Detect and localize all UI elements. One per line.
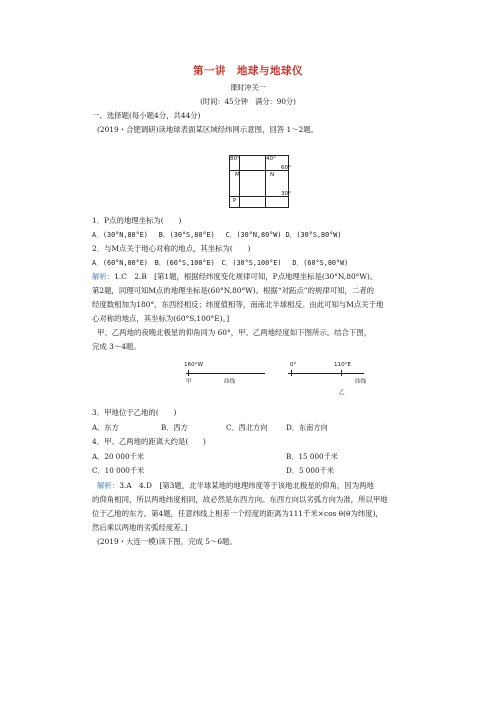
point-p-label: P [233,198,237,204]
place-label: 甲 [186,379,192,385]
parallel-line [229,196,289,197]
questions-5-6-intro: (2019・大连一模)读下图，完成 5～6题。 [97,537,237,546]
longitude-tick [341,370,342,376]
analysis-1-line: 第2题，同理可知M点的地理坐标是(60°N,80°W)。根据“对跖点”的规律可知，二者的 [92,286,375,295]
meridian-line [265,155,266,208]
analysis-label: 解析： [92,272,115,281]
longitude-label: 160°W [184,362,204,368]
question-2-options: A．(60°N,80°E) B．(60°S,100°E) C．(30°S,100°E) D．(60°S,80°W) [92,259,349,267]
questions-3-4-intro: 甲、乙两地的夜晚北极星的仰角同为 60°，甲、乙两地经度如下图所示。结合下图， [97,328,372,337]
questions-3-4-intro: 完成 3～4题。 [92,342,141,351]
question-2-stem: 2．与M点关于地心对称的地点，其坐标为( ) [92,244,251,253]
place-label: 乙 [339,390,345,396]
analysis-1-line: 心对称的地点，其坐标为(60°S,100°E)。] [92,314,230,323]
question-1-stem: 1．P点的地理坐标为( ) [92,216,182,225]
analysis-2-line: 的仰角相同，所以两地纬度相同，故必然是东西方向。东西方向以劣弧方向为准，所以甲地 [92,495,388,504]
parallel-line [229,170,289,171]
latitude-line [186,373,265,374]
longitude-tick [188,370,189,376]
graticule-frame [229,155,289,208]
latitude-line-label: 纬线 [355,379,367,385]
analysis-1-line: 解析：1.C 2.B [第1题，根据经纬度变化规律可知，P点地理坐标是(30°N,80°W)。 [92,272,378,281]
time-score-info: (时间：45分钟 满分：90分) [200,97,296,106]
page-title: 第一讲 地球与地球仪 [193,65,303,77]
question-1-options: A．(30°N,80°E) B．(30°S,80°E) C．(30°N,80°W) D．(30°S,80°W) [92,231,342,239]
longitude-label: 0° [290,362,297,368]
latitude-line [288,373,364,374]
lesson-subtitle: 课时冲关一 [230,83,266,92]
latitude-line-label: 纬线 [224,379,236,385]
analysis-2-line: 位于乙地的东方。第4题，任意纬线上相差一个经度的距离为111千米×cos θ(θ为纬度)， [92,509,383,518]
longitude-label: 110°E [334,362,352,368]
questions-1-2-intro: (2019・合肥调研)读地球表面某区域经纬网示意图，回答 1～2题。 [97,125,319,134]
longitude-label: 80° [230,156,240,162]
section-heading: 一、选择题(每小题4分，共44分) [92,111,201,120]
latitude-label: 30° [281,191,291,197]
longitude-tick [291,370,292,376]
point-n-label: N [270,172,275,178]
analysis-label: 解析： [97,481,120,490]
analysis-2-line: 解析：3.A 4.D [第3题，北半球某地的地理纬度等于该地北极星的仰角，因为两地 [97,481,374,490]
analysis-2-line: 然后乘以两地的劣弧经度差。] [92,523,188,532]
longitude-label: 40° [266,156,276,162]
question-4-stem: 4．甲、乙两地的距离大约是( ) [92,437,206,446]
question-3-stem: 3．甲地位于乙地的( ) [92,408,177,417]
latitude-label: 60° [281,165,291,171]
meridian-line [239,155,240,208]
point-m-label: M [235,172,240,178]
analysis-1-line: 经度数相加为180°，东西经相反；纬度值相等，南南北半球相反。由此可知与M点关于地 [92,300,384,309]
